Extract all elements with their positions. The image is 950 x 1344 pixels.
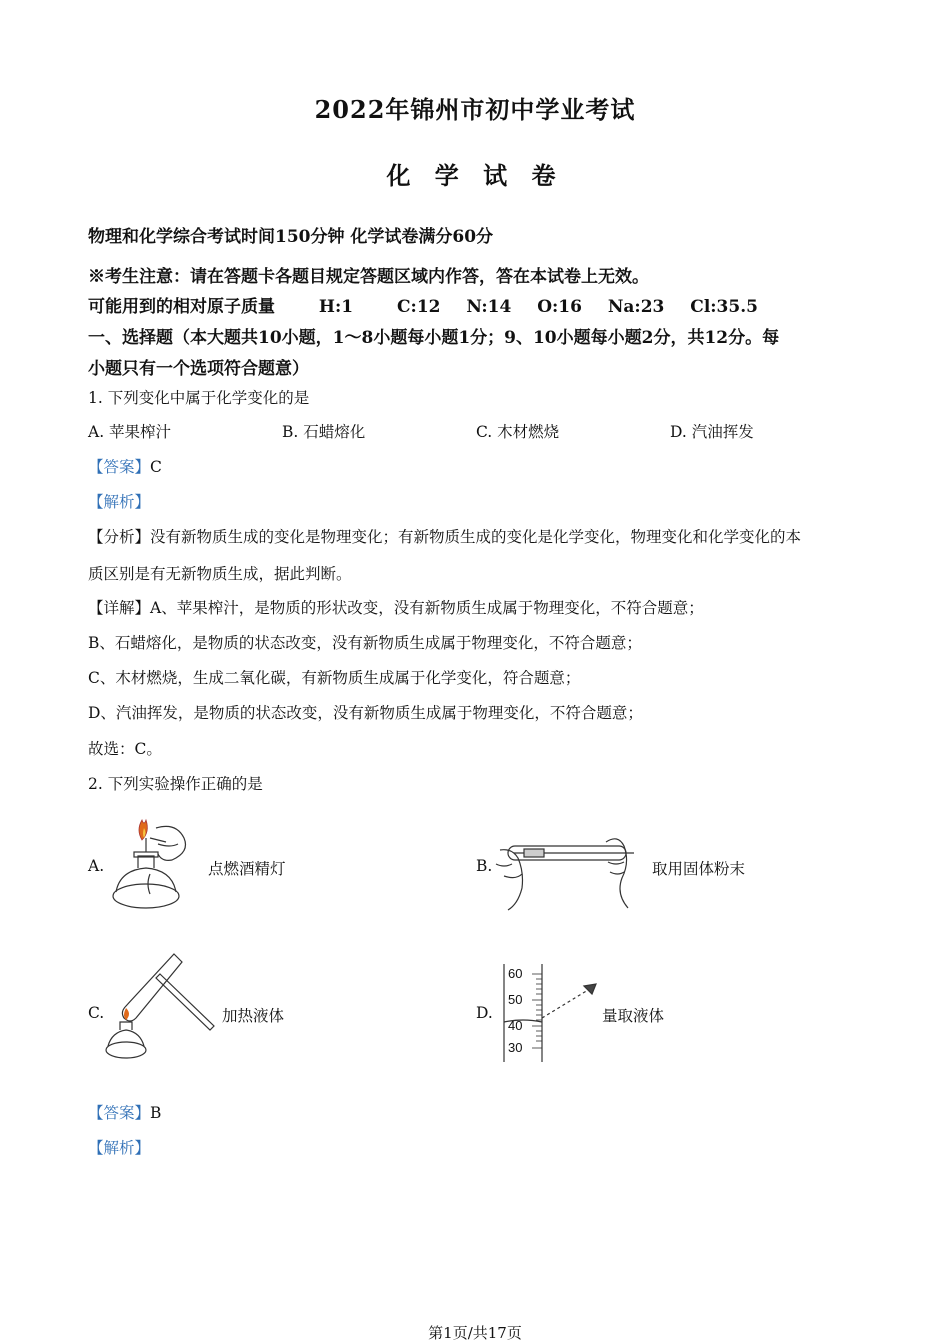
q2-option-c-letter: C.	[88, 1004, 105, 1022]
atomic-mass-na: Na:23	[607, 297, 665, 317]
atomic-mass-cl: Cl:35.5	[690, 297, 758, 317]
detail-tag: 【详解】	[88, 599, 151, 617]
q2-option-c-caption: 加热液体	[222, 1007, 285, 1025]
q1-fenxi-line2: 质区别是有无新物质生成，据此判断。	[88, 565, 352, 583]
alcohol-lamp-lighting-figure	[106, 808, 204, 914]
tick-label-50: 50	[508, 992, 523, 1007]
powder-taking-figure	[494, 818, 644, 913]
section-heading-line2: 小题只有一个选项符合题意）	[88, 359, 309, 379]
q1-answer	[88, 455, 162, 477]
atomic-mass-line	[88, 292, 778, 317]
q1-analysis-tag: 【解析】	[88, 493, 151, 511]
q1-detail-b: B、石蜡熔化，是物质的状态改变，没有新物质生成属于物理变化，不符合题意；	[88, 634, 642, 652]
q1-stem: 1. 下列变化中属于化学变化的是	[88, 389, 310, 407]
q2-option-b-caption: 取用固体粉末	[652, 860, 746, 878]
q2-option-a-caption: 点燃酒精灯	[208, 860, 286, 878]
q2-option-d-letter: D.	[476, 1004, 493, 1022]
q1-detail-d: D、汽油挥发，是物质的状态改变，没有新物质生成属于物理变化，不符合题意；	[88, 704, 643, 722]
atomic-mass-label: 可能用到的相对原子质量	[88, 297, 275, 317]
answer-value: B	[150, 1104, 162, 1122]
q2-option-d-caption: 量取液体	[602, 1007, 665, 1025]
graduated-cylinder-figure	[500, 962, 610, 1064]
q1-fenxi-line1	[88, 525, 801, 547]
q2-stem: 2. 下列实验操作正确的是	[88, 775, 263, 793]
fenxi-text: 没有新物质生成的变化是物理变化；有新物质生成的变化是化学变化，物理变化和化学变化的本	[150, 528, 802, 546]
q1-detail-a	[88, 596, 704, 618]
detail-a-text: A、苹果榨汁，是物质的形状改变，没有新物质生成属于物理变化，不符合题意；	[150, 599, 704, 617]
section-heading-line1: 一、选择题（本大题共10小题，1～8小题每小题1分；9、10小题每小题2分，共12分。每	[88, 328, 780, 348]
atomic-mass-n: N:14	[466, 297, 512, 317]
heating-liquid-figure	[102, 948, 220, 1064]
tick-label-30: 30	[508, 1040, 523, 1055]
q1-option-d: D. 汽油挥发	[670, 423, 754, 441]
page-title: 2022年锦州市初中学业考试	[314, 95, 636, 124]
q1-option-c: C. 木材燃烧	[476, 423, 560, 441]
page-subtitle: 化 学 试 卷	[386, 161, 564, 190]
atomic-mass-o: O:16	[537, 297, 582, 317]
exam-time-info: 物理和化学综合考试时间150分钟 化学试卷满分60分	[88, 227, 494, 247]
q2-option-a-letter: A.	[88, 857, 105, 875]
page-footer: 第1页/共17页	[428, 1324, 522, 1342]
answer-value: C	[150, 458, 162, 476]
q1-option-a: A. 苹果榨汁	[88, 423, 172, 441]
q1-option-b: B. 石蜡熔化	[282, 423, 366, 441]
q1-detail-c: C、木材燃烧，生成二氧化碳，有新物质生成属于化学变化，符合题意；	[88, 669, 581, 687]
tick-label-40: 40	[508, 1018, 523, 1033]
answer-tag: 【答案】	[88, 1104, 151, 1122]
exam-notice: ※考生注意：请在答题卡各题目规定答题区域内作答，答在本试卷上无效。	[88, 267, 649, 287]
q1-conclusion: 故选：C。	[88, 740, 162, 758]
fenxi-tag: 【分析】	[88, 528, 151, 546]
q2-option-b-letter: B.	[476, 857, 493, 875]
atomic-mass-h: H:1	[318, 297, 354, 317]
q2-answer	[88, 1101, 161, 1123]
answer-tag: 【答案】	[88, 458, 151, 476]
q2-analysis-tag: 【解析】	[88, 1139, 151, 1157]
tick-label-60: 60	[508, 966, 523, 981]
atomic-mass-c: C:12	[397, 297, 441, 317]
